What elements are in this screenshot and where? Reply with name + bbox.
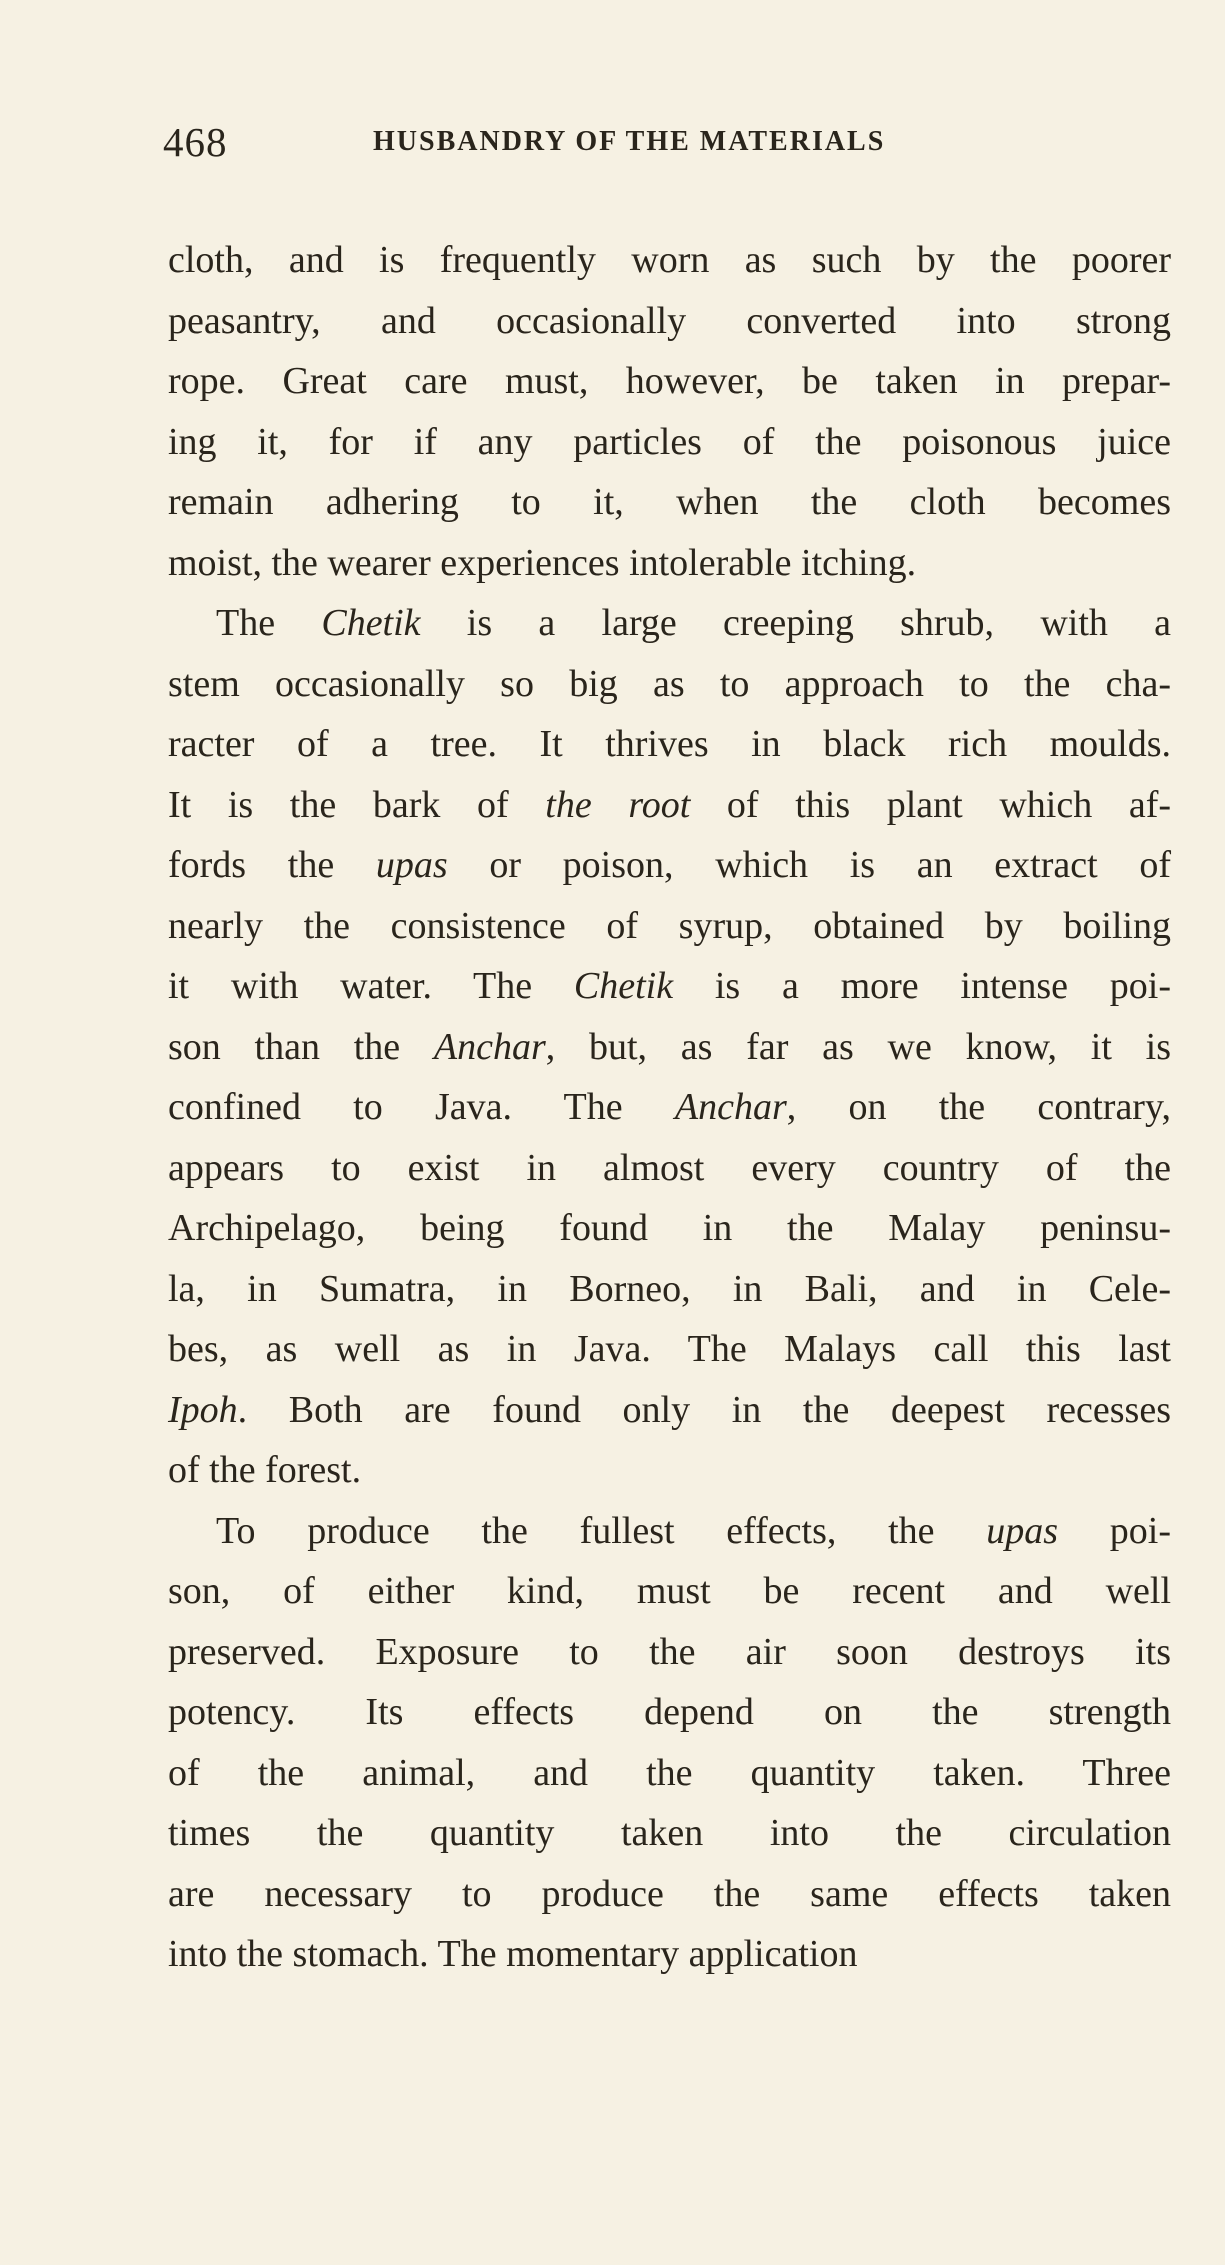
text-run: appears to exist in almost every country of the: [168, 1146, 1171, 1189]
text-run: stem occasionally so big as to approach to the cha-: [168, 662, 1171, 705]
text-run: rope. Great care must, however, be taken in prepar-: [168, 360, 1171, 402]
italic-term: Chetik: [573, 965, 674, 1007]
text-run: preserved. Exposure to the air soon destroys its: [168, 1630, 1171, 1673]
page-number: 468: [163, 119, 228, 165]
text-line: [168, 533, 1171, 594]
text-run: cloth, and is frequently worn as such by the poorer: [168, 239, 1171, 281]
text-run: confined to Java. The: [168, 1086, 675, 1128]
text-run: Archipelago, being found in the Malay peninsu-: [168, 1207, 1171, 1249]
text-run: It is the bark of: [168, 783, 546, 826]
text-line: [168, 1380, 1171, 1441]
text-run: son, of either kind, must be recent and well: [168, 1570, 1171, 1612]
text-line: [168, 775, 1171, 836]
paragraph: [168, 230, 1171, 593]
text-line: [168, 1198, 1171, 1259]
text-run: or poison, which is an extract of: [447, 844, 1171, 886]
text-run: poi-: [1058, 1509, 1171, 1552]
text-run: potency. Its effects depend on the strength: [168, 1691, 1171, 1733]
text-line: [168, 1682, 1171, 1743]
text-line: [168, 1561, 1171, 1622]
text-line: [168, 956, 1171, 1017]
text-run: fords the: [168, 844, 376, 886]
text-run: is a more intense poi-: [673, 965, 1172, 1007]
text-run: To produce the fullest effects, the: [216, 1509, 987, 1552]
text-run: is a large creeping shrub, with a: [420, 602, 1171, 644]
text-line: [168, 1077, 1171, 1138]
text-line: [168, 593, 1171, 654]
text-line: [168, 1622, 1171, 1683]
text-line: [168, 654, 1171, 715]
text-run: are necessary to produce the same effects taken: [168, 1872, 1171, 1915]
text-line: [168, 1259, 1171, 1320]
text-line: [168, 1319, 1171, 1380]
text-line: [168, 714, 1171, 775]
italic-term: upas: [986, 1509, 1059, 1552]
text-line: [168, 1440, 1171, 1501]
text-line: [168, 1743, 1171, 1804]
text-run: moist, the wearer experiences intolerable itching.: [168, 541, 917, 584]
text-run: nearly the consistence of syrup, obtained by boiling: [168, 904, 1171, 947]
text-line: [168, 1138, 1171, 1199]
paragraph: [168, 1501, 1171, 1985]
text-run: la, in Sumatra, in Borneo, in Bali, and in Cele-: [168, 1267, 1171, 1310]
italic-term: Ipoh: [168, 1388, 238, 1431]
text-line: [168, 835, 1171, 896]
italic-term: Chetik: [321, 602, 421, 644]
text-run: , but, as far as we know, it is: [545, 1025, 1171, 1068]
text-run: , on the contrary,: [786, 1086, 1171, 1128]
text-run: of the forest.: [168, 1449, 362, 1491]
body-text: [168, 230, 1171, 1985]
text-run: racter of a tree. It thrives in black rich moulds.: [168, 723, 1171, 765]
text-line: [168, 412, 1171, 473]
italic-term: Anchar: [433, 1025, 546, 1068]
text-run: it with water. The: [168, 965, 574, 1007]
text-line: [168, 1864, 1171, 1925]
text-line: [168, 291, 1171, 352]
text-line: [168, 1017, 1171, 1078]
text-line: [168, 1803, 1171, 1864]
text-run: of the animal, and the quantity taken. Three: [168, 1751, 1171, 1794]
italic-term: upas: [375, 844, 448, 886]
page-header: [163, 112, 1188, 172]
text-line: [168, 896, 1171, 957]
text-run: son than the: [168, 1025, 434, 1068]
text-run: . Both are found only in the deepest recesses: [237, 1388, 1171, 1431]
text-line: [168, 1501, 1171, 1562]
italic-term: the root: [545, 783, 691, 826]
text-run: peasantry, and occasionally converted into strong: [168, 299, 1171, 342]
text-line: [168, 351, 1171, 412]
text-run: of this plant which af-: [690, 783, 1172, 826]
running-head: HUSBANDRY OF THE MATERIALS: [373, 126, 886, 157]
text-line: [168, 472, 1171, 533]
text-run: into the stomach. The momentary application: [168, 1933, 858, 1975]
text-run: times the quantity taken into the circulation: [168, 1812, 1171, 1854]
text-line: [168, 230, 1171, 291]
text-line: [168, 1924, 1171, 1985]
text-run: bes, as well as in Java. The Malays call this last: [168, 1328, 1171, 1370]
text-run: The: [216, 602, 322, 644]
paragraph: [168, 593, 1171, 1501]
text-run: remain adhering to it, when the cloth becomes: [168, 481, 1171, 523]
text-run: ing it, for if any particles of the poisonous juice: [168, 420, 1171, 463]
italic-term: Anchar: [674, 1086, 787, 1128]
